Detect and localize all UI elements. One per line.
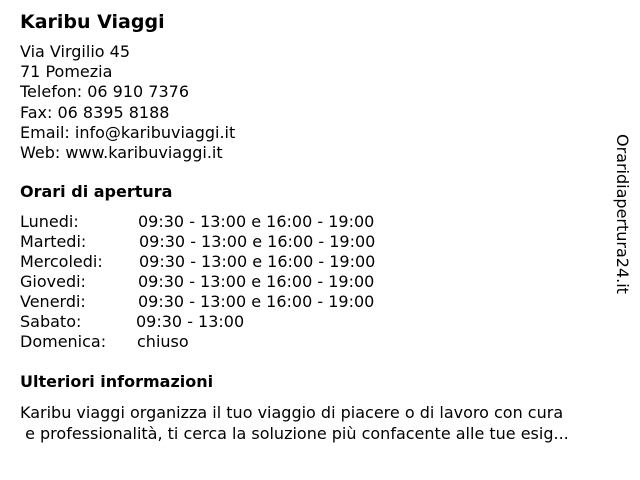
- opening-hours-table: [20, 212, 620, 352]
- day-label: Venerdi:: [20, 292, 86, 312]
- web-line: Web: www.karibuviaggi.it: [20, 142, 223, 162]
- address-city: 71 Pomezia: [20, 62, 113, 82]
- time-value: 09:30 - 13:00 e 16:00 - 19:00: [139, 232, 376, 252]
- time-value: 09:30 - 13:00 e 16:00 - 19:00: [139, 252, 376, 272]
- address-street: Via Virgilio 45: [20, 42, 130, 61]
- info-line: e professionalità, ti cerca la soluzione più confacente alle tue esig...: [20, 424, 569, 444]
- business-name: Karibu Viaggi: [20, 11, 165, 33]
- day-label: Sabato:: [20, 312, 82, 332]
- time-value: chiuso: [137, 332, 189, 352]
- hours-row-tuesday: [20, 232, 620, 252]
- site-watermark-text: Oraridiapertura24.it: [613, 134, 632, 294]
- additional-info-text: [20, 402, 620, 444]
- contact-block: [20, 42, 620, 163]
- day-label: Martedi:: [20, 232, 87, 252]
- hours-row-friday: [20, 292, 620, 312]
- additional-info-heading: Ulteriori informazioni: [20, 372, 214, 392]
- time-value: 09:30 - 13:00 e 16:00 - 19:00: [138, 272, 375, 292]
- hours-row-wednesday: [20, 252, 620, 272]
- hours-row-monday: [20, 212, 620, 232]
- time-value: 09:30 - 13:00 e 16:00 - 19:00: [138, 292, 375, 312]
- email-line: Email: info@karibuviaggi.it: [20, 122, 236, 142]
- fax-line: Fax: 06 8395 8188: [20, 102, 170, 122]
- day-label: Lunedi:: [20, 212, 79, 232]
- opening-hours-heading: Orari di apertura: [20, 182, 173, 202]
- site-watermark: [612, 134, 634, 310]
- hours-row-saturday: [20, 312, 620, 332]
- hours-row-sunday: [20, 332, 620, 352]
- day-label: Mercoledi:: [20, 252, 103, 272]
- day-label: Giovedi:: [20, 272, 86, 292]
- business-card: [20, 10, 620, 444]
- info-line: Karibu viaggi organizza il tuo viaggio di piacere o di lavoro con cura: [20, 403, 564, 423]
- time-value: 09:30 - 13:00 e 16:00 - 19:00: [138, 212, 375, 232]
- phone-line: Telefon: 06 910 7376: [20, 82, 190, 102]
- day-label: Domenica:: [20, 332, 107, 352]
- hours-row-thursday: [20, 272, 620, 292]
- time-value: 09:30 - 13:00: [136, 312, 245, 332]
